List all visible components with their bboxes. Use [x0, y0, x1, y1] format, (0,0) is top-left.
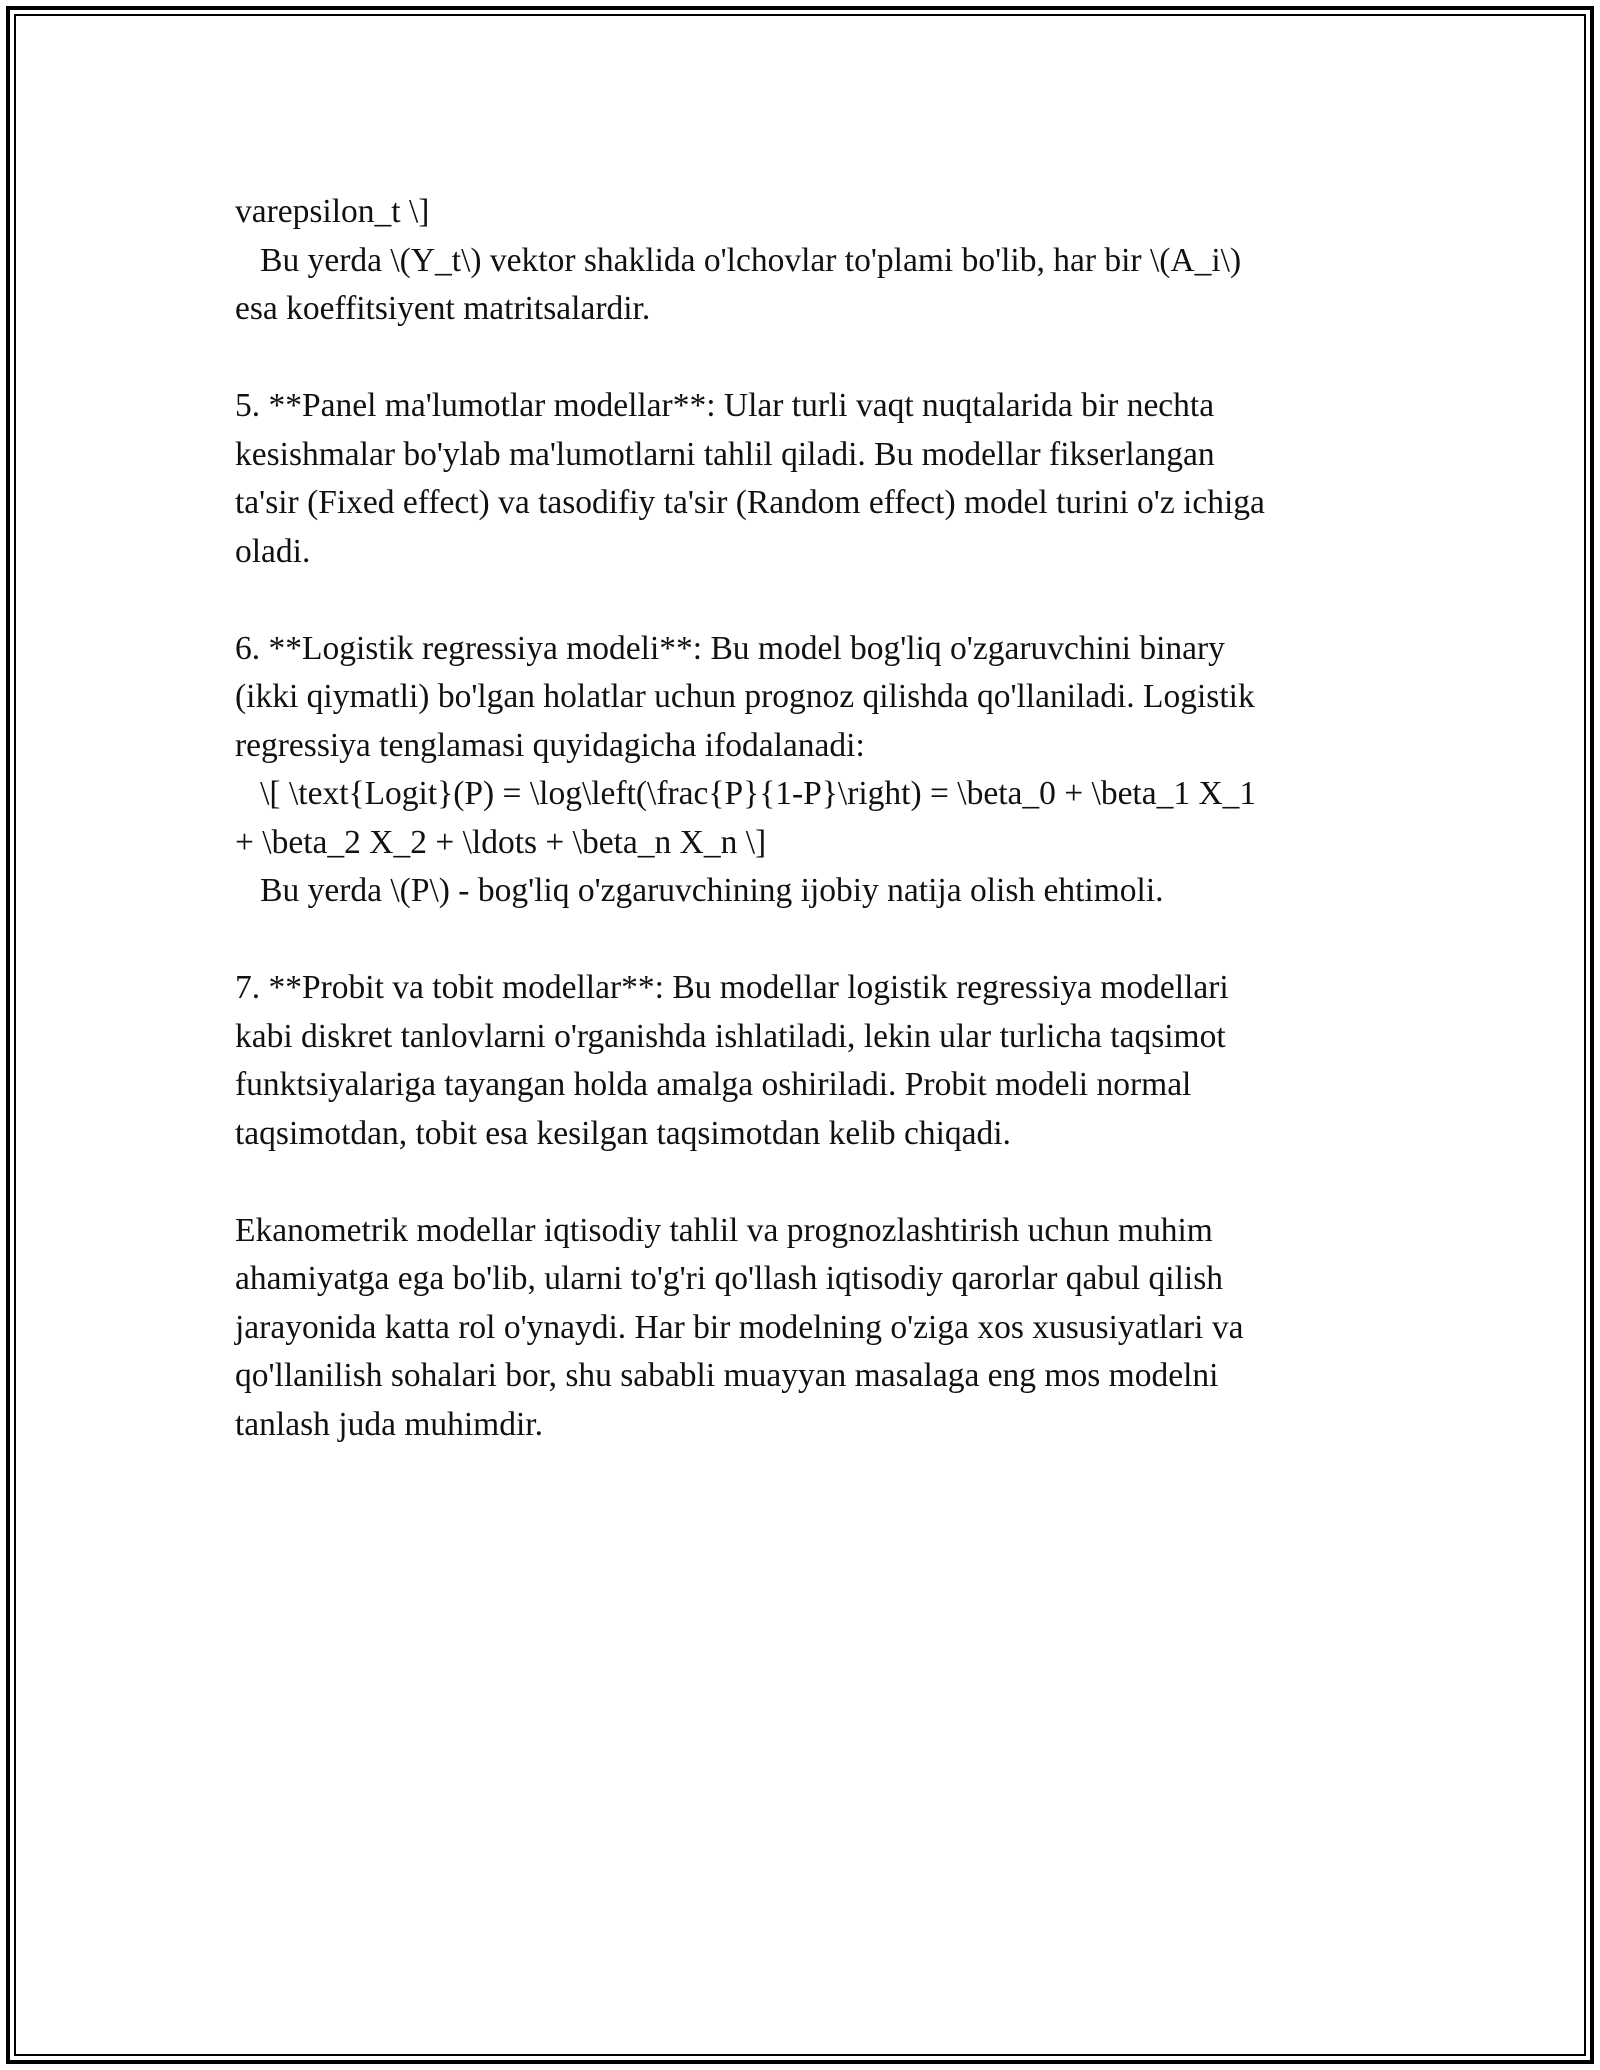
text-line: Bu yerda \(Y_t\) vektor shaklida o'lchovlar to'plami bo'lib, har bir \(A_i\)	[235, 241, 1242, 279]
text-line: oladi.	[235, 532, 311, 570]
paragraph-gap	[235, 576, 1385, 625]
text-line: tanlash juda muhimdir.	[235, 1405, 543, 1443]
text-line: varepsilon_t \]	[235, 193, 430, 230]
paragraph-conclusion	[235, 1207, 1385, 1450]
text-line: jarayonida katta rol o'ynaydi. Har bir modelning o'ziga xos xususiyatlari va	[235, 1308, 1244, 1346]
text-line: funktsiyalariga tayangan holda amalga oshiriladi. Probit modeli normal	[235, 1066, 1192, 1103]
paragraph-logistic-regression	[235, 625, 1385, 916]
paragraph-var-continuation	[235, 188, 1385, 334]
paragraph-gap	[235, 916, 1385, 965]
document-body	[235, 188, 1385, 1449]
paragraph-gap	[235, 334, 1385, 383]
text-line: 5. **Panel ma'lumotlar modellar**: Ular turli vaqt nuqtalarida bir nechta	[235, 387, 1215, 424]
text-line: kabi diskret tanlovlarni o'rganishda ishlatiladi, lekin ular turlicha taqsimot	[235, 1017, 1226, 1055]
paragraph-panel-models	[235, 382, 1385, 576]
text-line: (ikki qiymatli) bo'lgan holatlar uchun prognoz qilishda qo'llaniladi. Logistik	[235, 678, 1255, 715]
text-line: ahamiyatga ega bo'lib, ularni to'g'ri qo'llash iqtisodiy qarorlar qabul qilish	[235, 1260, 1223, 1297]
text-line: regressiya tenglamasi quyidagicha ifodalanadi:	[235, 726, 865, 764]
text-line: ta'sir (Fixed effect) va tasodifiy ta'sir (Random effect) model turini o'z ichiga	[235, 484, 1265, 521]
formula-line: + \beta_2 X_2 + \ldots + \beta_n X_n \]	[235, 823, 767, 861]
text-line: esa koeffitsiyent matritsalardir.	[235, 290, 651, 327]
text-line: kesishmalar bo'ylab ma'lumotlarni tahlil qiladi. Bu modellar fikserlangan	[235, 435, 1215, 473]
text-line: taqsimotdan, tobit esa kesilgan taqsimotdan kelib chiqadi.	[235, 1114, 1011, 1152]
text-line: qo'llanilish sohalari bor, shu sababli muayyan masalaga eng mos modelni	[235, 1357, 1219, 1394]
text-line: Ekanometrik modellar iqtisodiy tahlil va prognozlashtirish uchun muhim	[235, 1211, 1213, 1249]
text-line: 6. **Logistik regressiya modeli**: Bu model bog'liq o'zgaruvchini binary	[235, 629, 1225, 667]
formula-line: \[ \text{Logit}(P) = \log\left(\frac{P}{1-P}\right) = \beta_0 + \beta_1 X_1	[235, 775, 1257, 812]
text-line: 7. **Probit va tobit modellar**: Bu modellar logistik regressiya modellari	[235, 969, 1229, 1006]
paragraph-probit-tobit	[235, 964, 1385, 1158]
paragraph-gap	[235, 1158, 1385, 1207]
text-line: Bu yerda \(P\) - bog'liq o'zgaruvchining ijobiy natija olish ehtimoli.	[235, 872, 1164, 909]
